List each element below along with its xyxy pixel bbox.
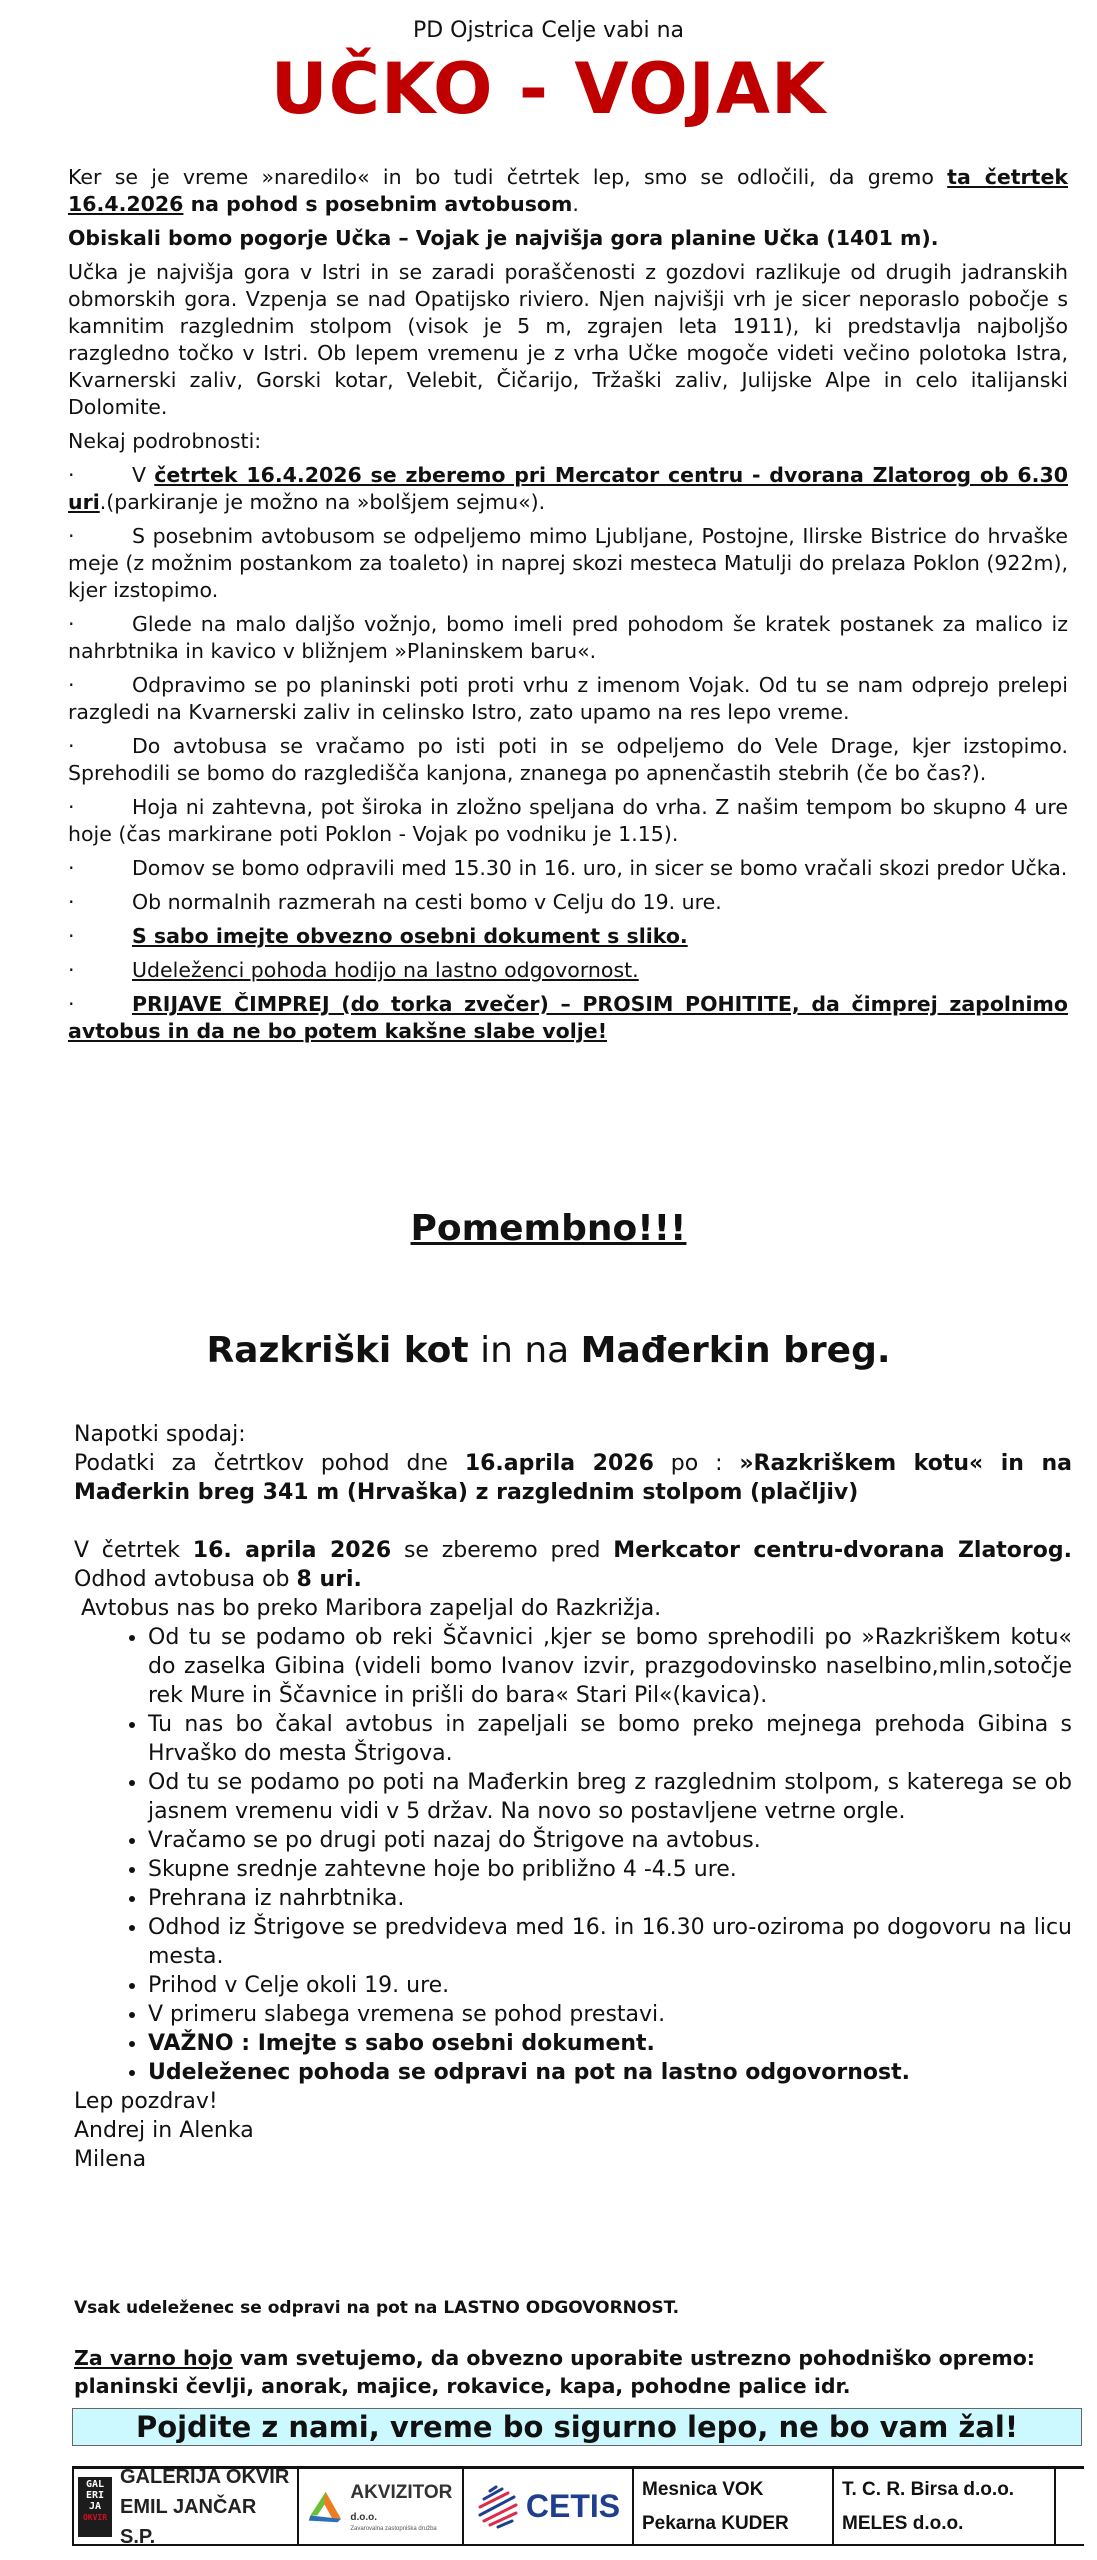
bullet-icon: · — [68, 734, 75, 758]
list-item: · Ob normalnih razmerah na cesti bomo v Celju do 19. ure. — [68, 890, 722, 914]
greeting: Lep pozdrav! — [74, 2089, 218, 2114]
summit-paragraph: Obiskali bomo pogorje Učka – Vojak je najvišja gora planine Učka (1401 m). — [68, 226, 939, 250]
bus-paragraph: Avtobus nas bo preko Maribora zapeljal do Razkrižja. — [74, 1596, 662, 1621]
napotki-label: Napotki spodaj: — [74, 1422, 246, 1447]
list-item: · Udeleženci pohoda hodijo na lastno odgovornost. — [68, 958, 639, 982]
meeting-paragraph: V četrtek 16. aprila 2026 se zberemo pred Merkcator centru-dvorana Zlatorog. Odhod avtobusa ob 8 uri. — [74, 1538, 1072, 1592]
list-item: · S posebnim avtobusom se odpeljemo mimo Ljubljane, Postojne, Ilirske Bistrice do hrvaške meje (z možnim postankom za toaleto) in naprej skozi mesteca Matulji do prelaza Poklon (922m), kjer izstopimo. — [68, 524, 1068, 602]
list-item: • Vračamo se po drugi poti nazaj do Štrigove na avtobus. — [148, 1826, 1072, 1855]
list-item: · Odpravimo se po planinski poti proti vrhu z imenom Vojak. Od tu se nam odprejo prelepi razgledi na Kvarnerski zaliv in celinsko Istro, zato upamo na res lepo vreme. — [68, 673, 1068, 724]
description-paragraph: Učka je najvišja gora v Istri in se zaradi poraščenosti z gozdovi razlikuje od drugih jadranskih obmorskih gora. Vzpenja se nad Opatijsko riviero. Njen najvišji vrh je sicer neporaslo pobočje s kamnitim razglednim stolpom (visok je 5 m, zgrajen leta 1911), ki predstavlja najboljšo razgledno točko v Istri. Ob lepem vremenu je z vrha Učke mogoče videti večino polotoka Istra, Kvarnerski zaliv, Gorski kotar, Velebit, Čičarijo, Tržaški zaliv, Julijske Alpe in celo italijanski Dolomite. — [68, 260, 1068, 419]
list-item: • V primeru slabega vremena se pohod prestavi. — [148, 2000, 1072, 2029]
list-item: · Do avtobusa se vračamo po isti poti in se odpeljemo do Vele Drage, kjer izstopimo. Sprehodili se bomo do razgledišča kanjona, znanega po apnenčastih stebrih (če bo čas?). — [68, 734, 1068, 785]
important-heading: Pomembno!!! — [410, 1208, 687, 1249]
second-hike-title: Razkriški kot in na Mađerkin breg. — [206, 1330, 891, 1371]
bullet-icon: · — [68, 958, 75, 982]
sponsor-akvizitor: AKVIZITOR d.o.o. Zavarovalna zastopniška družba — [299, 2469, 464, 2544]
signature: Andrej in Alenka — [74, 2118, 254, 2143]
list-item: · S sabo imejte obvezno osebni dokument s sliko. — [68, 924, 688, 948]
list-item: • Od tu se podamo ob reki Ščavnici ,kjer se bomo sprehodili po »Razkriškem kotu« do zaselka Gibina (videli bomo Ivanov izvir, prazgodovinsko naselbino,mlin,sotočje rek Mure in Ščavnice in prišli do bara« Stari Pil«(kavica). — [148, 1623, 1072, 1710]
podatki-paragraph: Podatki za četrtkov pohod dne 16.aprila 2026 po : »Razkriškem kotu« in na Mađerkin breg 341 m (Hrvaška) z razglednim stolpom (plačljiv) — [74, 1451, 1072, 1505]
list-item: • Od tu se podamo po poti na Mađerkin breg z razglednim stolpom, s katerega se ob jasnem vremenu vidi v 5 držav. Na novo so postavljene vetrne orgle. — [148, 1768, 1072, 1826]
list-item: • VAŽNO : Imejte s sabo osebni dokument. — [148, 2029, 1072, 2058]
bullet-icon: · — [68, 856, 75, 880]
itinerary-list — [74, 1623, 1072, 2087]
section-ucka — [68, 164, 1068, 1052]
sponsor-birsa-meles: T. C. R. Birsa d.o.o. MELES d.o.o. — [834, 2469, 1056, 2544]
bullet-icon: · — [68, 890, 75, 914]
list-item: · Domov se bomo odpravili med 15.30 in 16. uro, in sicer se bomo vračali skozi predor Učka. — [68, 856, 1068, 880]
intro-paragraph: Ker se je vreme »naredilo« in bo tudi četrtek lep, smo se odločili, da gremo ta četrtek 16.4.2026 na pohod s posebnim avtobusom. — [68, 165, 1068, 216]
list-item: · V četrtek 16.4.2026 se zberemo pri Mercator centru - dvorana Zlatorog ob 6.30 uri.(parkiranje je možno na »bolšjem sejmu«). — [68, 463, 1068, 514]
list-item: • Prihod v Celje okoli 19. ure. — [148, 1971, 1072, 2000]
bullet-icon: · — [68, 673, 75, 697]
bullet-icon: · — [68, 612, 75, 636]
bullet-icon: · — [68, 524, 75, 548]
bullet-icon: · — [68, 795, 75, 819]
section-razkrizje — [74, 1420, 1072, 2174]
responsibility-warning: Vsak udeleženec se odpravi na pot na LASTNO ODGOVORNOST. — [74, 2298, 680, 2318]
sponsor-cetis: CETIS — [464, 2469, 634, 2544]
bullet-icon: · — [68, 463, 75, 487]
list-item: · Glede na malo daljšo vožnjo, bomo imeli pred pohodom še kratek postanek za malico iz nahrbtnika in kavico v bližnjem »Planinskem baru«. — [68, 612, 1068, 663]
page-title: UČKO - VOJAK — [270, 48, 827, 130]
list-item: · PRIJAVE ČIMPREJ (do torka zvečer) – PROSIM POHITITE, da čimprej zapolnimo avtobus in da ne bo potem kakšne slabe volje! — [68, 992, 1068, 1043]
signature: Milena — [74, 2147, 147, 2172]
sponsor-vok-kuder: Mesnica VOK Pekarna KUDER — [634, 2469, 834, 2544]
list-item: • Udeleženec pohoda se odpravi na pot na lastno odgovornost. — [148, 2058, 1072, 2087]
gear-advice: Za varno hojo vam svetujemo, da obvezno uporabite ustrezno pohodniško opremo: planinski čevlji, anorak, majice, rokavice, kapa, pohodne palice idr. — [74, 2346, 1036, 2398]
invitation-banner: Pojdite z nami, vreme bo sigurno lepo, ne bo vam žal! — [72, 2408, 1082, 2446]
galerija-logo-icon: GAL ERI JA OKVIR — [78, 2477, 112, 2537]
cetis-logo-icon — [476, 2485, 520, 2529]
list-item: • Prehrana iz nahrbtnika. — [148, 1884, 1072, 1913]
list-item: • Odhod iz Štrigove se predvideva med 16. in 16.30 uro-oziroma po dogovoru na licu mesta. — [148, 1913, 1072, 1971]
sponsors-table — [72, 2466, 1084, 2546]
list-item: • Skupne srednje zahtevne hoje bo približno 4 -4.5 ure. — [148, 1855, 1072, 1884]
bullet-icon: · — [68, 924, 75, 948]
list-item: • Tu nas bo čakal avtobus in zapeljali se bomo preko mejnega prehoda Gibina s Hrvaško do mesta Štrigova. — [148, 1710, 1072, 1768]
sponsor-galerija: GAL ERI JA OKVIR GALERIJA OKVIR EMIL JANČAR S.P. — [74, 2469, 299, 2544]
akvizitor-logo-icon — [307, 2487, 344, 2527]
bullet-icon: · — [68, 992, 75, 1016]
date-highlight: ta četrtek 16.4.2026 — [68, 165, 1068, 216]
list-item: · Hoja ni zahtevna, pot široka in zložno speljana do vrha. Z našim tempom bo skupno 4 ure hoje (čas markirane poti Poklon - Vojak po vodniku je 1.15). — [68, 795, 1068, 846]
details-label: Nekaj podrobnosti: — [68, 429, 262, 453]
intro-line: PD Ojstrica Celje vabi na — [412, 18, 685, 43]
